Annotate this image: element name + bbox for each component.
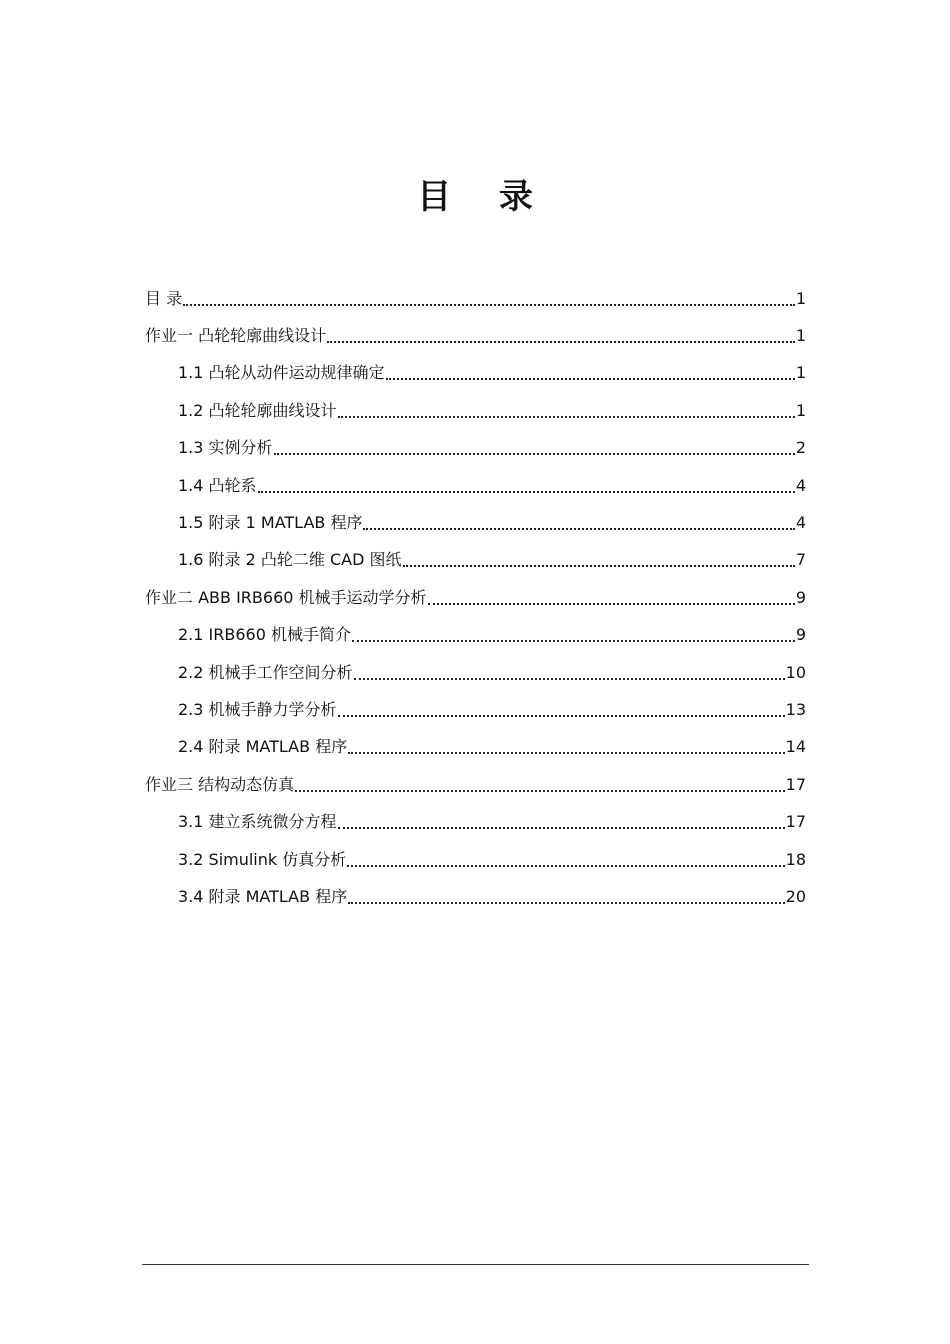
toc-leader-dots — [338, 812, 785, 832]
toc-entry-label: 1.1 凸轮从动件运动规律确定 — [178, 363, 385, 383]
toc-entry[interactable] — [145, 841, 806, 878]
toc-entry[interactable] — [145, 803, 806, 840]
toc-entry-page: 4 — [795, 513, 806, 533]
toc-entry-page: 9 — [795, 625, 806, 645]
toc-entry-label: 2.2 机械手工作空间分析 — [178, 662, 353, 682]
toc-leader-dots — [386, 363, 795, 383]
toc-entry-page: 10 — [785, 662, 806, 682]
toc-entry-page: 20 — [785, 886, 806, 906]
toc-entry-label: 3.2 Simulink 仿真分析 — [178, 849, 347, 869]
toc-entry-page: 18 — [785, 849, 806, 869]
toc-entry[interactable] — [145, 355, 806, 392]
toc-leader-dots — [428, 588, 795, 608]
toc-entry[interactable] — [145, 654, 806, 691]
toc-entry[interactable] — [145, 392, 806, 429]
toc-entry-page: 13 — [785, 699, 806, 719]
toc-leader-dots — [352, 625, 795, 645]
toc-entry[interactable] — [145, 729, 806, 766]
toc-entry-page: 1 — [795, 363, 806, 383]
toc-entry-label: 目 录 — [145, 288, 183, 308]
page-title: 目 录 — [417, 177, 551, 217]
toc-entry-label: 作业一 凸轮轮廓曲线设计 — [145, 326, 327, 346]
toc-entry-page: 1 — [795, 400, 806, 420]
toc-leader-dots — [327, 326, 795, 346]
toc-entry-label: 1.4 凸轮系 — [178, 475, 257, 495]
footer-divider — [142, 1264, 809, 1265]
toc-leader-dots — [403, 550, 795, 570]
toc-leader-dots — [183, 289, 795, 309]
toc-entry-label: 作业三 结构动态仿真 — [145, 774, 295, 794]
toc-entry-label: 2.4 附录 MATLAB 程序 — [178, 737, 348, 757]
toc-leader-dots — [295, 775, 785, 795]
toc-leader-dots — [338, 700, 785, 720]
toc-entry-label: 作业二 ABB IRB660 机械手运动学分析 — [145, 587, 427, 607]
toc-entry-page: 9 — [795, 587, 806, 607]
toc-entry[interactable] — [145, 542, 806, 579]
toc-entry-label: 2.1 IRB660 机械手简介 — [178, 625, 351, 645]
toc-entry-page: 1 — [795, 288, 806, 308]
toc-entry[interactable] — [145, 691, 806, 728]
toc-entry-label: 1.2 凸轮轮廓曲线设计 — [178, 400, 337, 420]
toc-leader-dots — [347, 850, 784, 870]
toc-entry[interactable] — [145, 430, 806, 467]
toc-entry-page: 17 — [785, 774, 806, 794]
toc-entry[interactable] — [145, 504, 806, 541]
toc-leader-dots — [274, 438, 795, 458]
toc-entry[interactable] — [145, 280, 806, 317]
toc-entry-page: 2 — [795, 438, 806, 458]
toc-entry-label: 2.3 机械手静力学分析 — [178, 699, 337, 719]
toc-entry-label: 1.6 附录 2 凸轮二维 CAD 图纸 — [178, 550, 402, 570]
toc-entry-page: 17 — [785, 812, 806, 832]
toc-leader-dots — [363, 513, 794, 533]
toc-entry-page: 4 — [795, 475, 806, 495]
toc-leader-dots — [354, 663, 785, 683]
toc-entry-page: 1 — [795, 326, 806, 346]
toc-entry-label: 1.3 实例分析 — [178, 438, 273, 458]
toc-leader-dots — [338, 401, 795, 421]
toc-entry-label: 1.5 附录 1 MATLAB 程序 — [178, 513, 363, 533]
toc-entry[interactable] — [145, 617, 806, 654]
toc-leader-dots — [258, 476, 795, 496]
toc-entry-label: 3.4 附录 MATLAB 程序 — [178, 886, 348, 906]
toc-entry[interactable] — [145, 317, 806, 354]
table-of-contents — [145, 280, 806, 916]
toc-entry-page: 14 — [785, 737, 806, 757]
toc-entry[interactable] — [145, 766, 806, 803]
toc-leader-dots — [348, 737, 784, 757]
toc-entry-label: 3.1 建立系统微分方程 — [178, 812, 337, 832]
toc-leader-dots — [348, 887, 784, 907]
toc-entry-page: 7 — [795, 550, 806, 570]
toc-entry[interactable] — [145, 467, 806, 504]
toc-entry[interactable] — [145, 878, 806, 915]
toc-entry[interactable] — [145, 579, 806, 616]
